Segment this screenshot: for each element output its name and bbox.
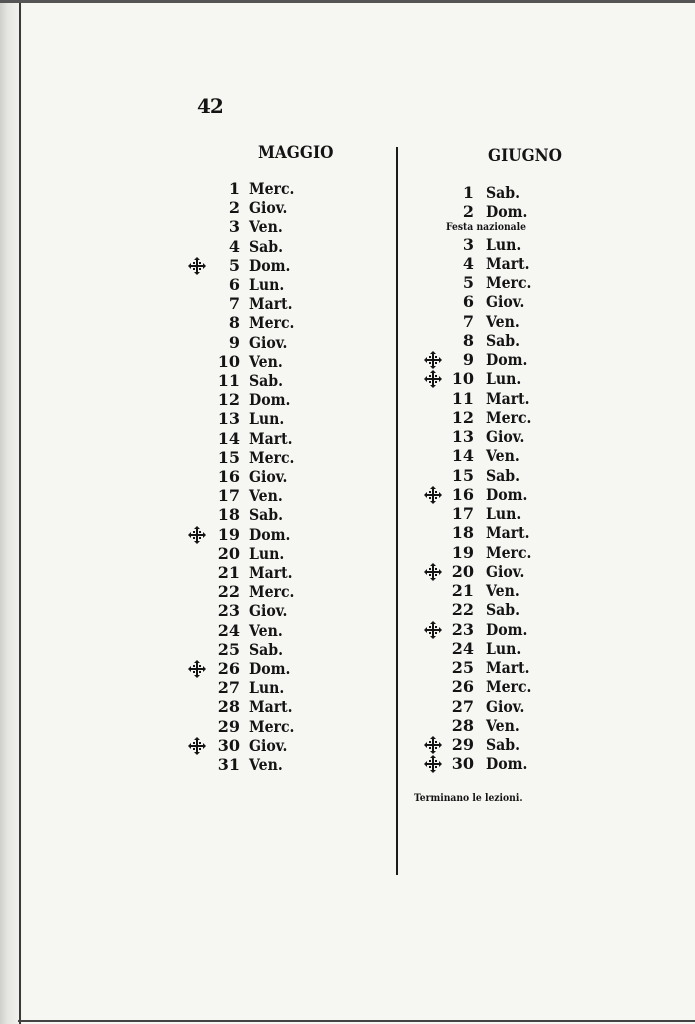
feast-cross-icon — [424, 621, 442, 639]
day-number: 12 — [217, 390, 240, 410]
weekday-name: Ven. — [486, 715, 520, 735]
day-number: 8 — [228, 313, 240, 333]
weekday-name: Giov. — [249, 198, 288, 218]
day-number: 23 — [451, 619, 474, 639]
weekday-name: Merc. — [486, 542, 532, 562]
day-number: 27 — [451, 696, 474, 716]
weekday-name: Sab. — [249, 371, 284, 390]
feast-cross-icon — [188, 257, 206, 275]
day-number: 29 — [451, 735, 474, 754]
day-number: 29 — [217, 716, 240, 736]
day-number: 25 — [451, 658, 474, 677]
weekday-name: Lun. — [249, 275, 285, 294]
day-number: 11 — [217, 371, 240, 390]
day-number: 5 — [228, 255, 240, 275]
day-number: 2 — [462, 202, 474, 222]
weekday-name: Ven. — [249, 217, 283, 237]
weekday-name: Merc. — [249, 179, 295, 198]
day-number: 4 — [462, 253, 474, 273]
weekday-name: Merc. — [486, 407, 532, 427]
weekday-name: Lun. — [486, 504, 522, 523]
day-number: 20 — [451, 561, 474, 581]
bottom-border — [18, 1020, 695, 1022]
day-number: 30 — [451, 754, 474, 774]
day-number: 9 — [462, 350, 474, 369]
weekday-name: Mart. — [249, 563, 293, 582]
day-number: 17 — [451, 504, 474, 523]
weekday-name: Giov. — [249, 467, 288, 486]
day-number: 18 — [217, 505, 240, 525]
day-number: 6 — [462, 292, 474, 312]
weekday-name: Sab. — [486, 330, 521, 350]
feast-cross-icon — [188, 737, 206, 755]
weekday-name: Ven. — [486, 446, 520, 466]
feast-cross-icon — [424, 563, 442, 581]
weekday-name: Dom. — [486, 754, 528, 774]
weekday-name: Merc. — [249, 582, 295, 602]
weekday-name: Lun. — [249, 409, 285, 429]
weekday-name: Giov. — [486, 561, 525, 581]
day-number: 22 — [217, 582, 240, 602]
weekday-name: Lun. — [486, 638, 522, 658]
weekday-name: Giov. — [249, 601, 288, 621]
weekday-name: Sab. — [249, 236, 284, 256]
weekday-name: Dom. — [249, 390, 291, 410]
weekday-name: Giov. — [486, 696, 525, 716]
feast-cross-icon — [424, 755, 442, 773]
day-number: 28 — [217, 697, 240, 717]
day-number: 25 — [217, 639, 240, 659]
day-number: 21 — [217, 563, 240, 582]
weekday-name: Giov. — [486, 427, 525, 446]
day-number: 17 — [217, 486, 240, 506]
day-number: 21 — [451, 581, 474, 600]
day-number: 31 — [217, 755, 240, 774]
weekday-name: Merc. — [486, 273, 532, 292]
top-border — [0, 0, 695, 3]
weekday-name: Ven. — [249, 486, 283, 506]
day-number: 8 — [462, 330, 474, 350]
day-number: 6 — [228, 275, 240, 294]
weekday-name: Lun. — [486, 234, 522, 254]
weekday-name: Dom. — [486, 484, 528, 504]
weekday-name: Sab. — [249, 639, 284, 659]
day-number: 24 — [217, 620, 240, 640]
weekday-name: Sab. — [486, 183, 521, 202]
day-number: 28 — [451, 715, 474, 735]
binding-line — [19, 0, 21, 1024]
feast-cross-icon — [424, 736, 442, 754]
festa-nazionale-note: Festa nazionale — [446, 222, 526, 233]
column-divider — [396, 147, 398, 875]
day-number: 15 — [217, 447, 240, 467]
day-number: 12 — [451, 407, 474, 427]
day-number: 16 — [217, 467, 240, 486]
day-number: 2 — [228, 198, 240, 218]
feast-cross-icon — [188, 660, 206, 678]
day-number: 5 — [462, 273, 474, 292]
day-number: 26 — [217, 659, 240, 678]
weekday-name: Giov. — [249, 332, 288, 352]
weekday-name: Ven. — [249, 351, 283, 371]
day-number: 4 — [228, 236, 240, 256]
weekday-name: Merc. — [249, 313, 295, 333]
weekday-name: Giov. — [486, 292, 525, 312]
terminano-lezioni-note: Terminano le lezioni. — [414, 793, 523, 804]
weekday-name: Dom. — [249, 659, 291, 678]
weekday-name: Mart. — [486, 658, 530, 677]
day-number: 7 — [462, 311, 474, 331]
weekday-name: Ven. — [486, 311, 520, 331]
weekday-name: Merc. — [249, 716, 295, 736]
weekday-name: Sab. — [486, 600, 521, 620]
day-number: 10 — [217, 351, 240, 371]
feast-cross-icon — [188, 526, 206, 544]
day-number: 18 — [451, 523, 474, 543]
weekday-name: Dom. — [486, 350, 528, 369]
weekday-name: Dom. — [486, 619, 528, 639]
day-number: 26 — [451, 677, 474, 697]
day-number: 23 — [217, 601, 240, 621]
day-number: 15 — [451, 465, 474, 485]
weekday-name: Ven. — [249, 620, 283, 640]
weekday-name: Mart. — [486, 388, 530, 408]
weekday-name: Mart. — [249, 697, 293, 717]
weekday-name: Sab. — [486, 735, 521, 754]
day-number: 13 — [451, 427, 474, 446]
day-number: 1 — [462, 183, 474, 202]
day-number: 11 — [451, 388, 474, 408]
weekday-name: Sab. — [486, 465, 521, 485]
feast-cross-icon — [424, 351, 442, 369]
weekday-name: Lun. — [486, 369, 522, 389]
day-number: 24 — [451, 638, 474, 658]
day-number: 3 — [228, 217, 240, 237]
weekday-name: Dom. — [249, 255, 291, 275]
month-title-may: MAGGIO — [258, 143, 334, 163]
weekday-name: Lun. — [249, 543, 285, 563]
weekday-name: Mart. — [486, 253, 530, 273]
weekday-name: Mart. — [486, 523, 530, 543]
day-number: 19 — [451, 542, 474, 562]
day-number: 16 — [451, 484, 474, 504]
weekday-name: Lun. — [249, 678, 285, 698]
day-number: 20 — [217, 543, 240, 563]
weekday-name: Ven. — [249, 755, 283, 774]
day-number: 19 — [217, 524, 240, 544]
month-title-june: GIUGNO — [488, 146, 562, 166]
day-number: 22 — [451, 600, 474, 620]
weekday-name: Giov. — [249, 735, 288, 755]
weekday-name: Dom. — [249, 524, 291, 544]
day-number: 9 — [228, 332, 240, 352]
weekday-name: Dom. — [486, 202, 528, 222]
day-number: 30 — [217, 735, 240, 755]
day-number: 1 — [228, 179, 240, 198]
weekday-name: Mart. — [249, 294, 293, 314]
weekday-name: Sab. — [249, 505, 284, 525]
weekday-name: Ven. — [486, 581, 520, 600]
page-number: 42 — [197, 94, 223, 118]
day-number: 10 — [451, 369, 474, 389]
feast-cross-icon — [424, 370, 442, 388]
day-number: 14 — [451, 446, 474, 466]
day-number: 14 — [217, 428, 240, 448]
weekday-name: Merc. — [486, 677, 532, 697]
weekday-name: Merc. — [249, 447, 295, 467]
day-number: 3 — [462, 234, 474, 254]
day-number: 13 — [217, 409, 240, 429]
day-number: 27 — [217, 678, 240, 698]
day-number: 7 — [228, 294, 240, 314]
weekday-name: Mart. — [249, 428, 293, 448]
feast-cross-icon — [424, 486, 442, 504]
